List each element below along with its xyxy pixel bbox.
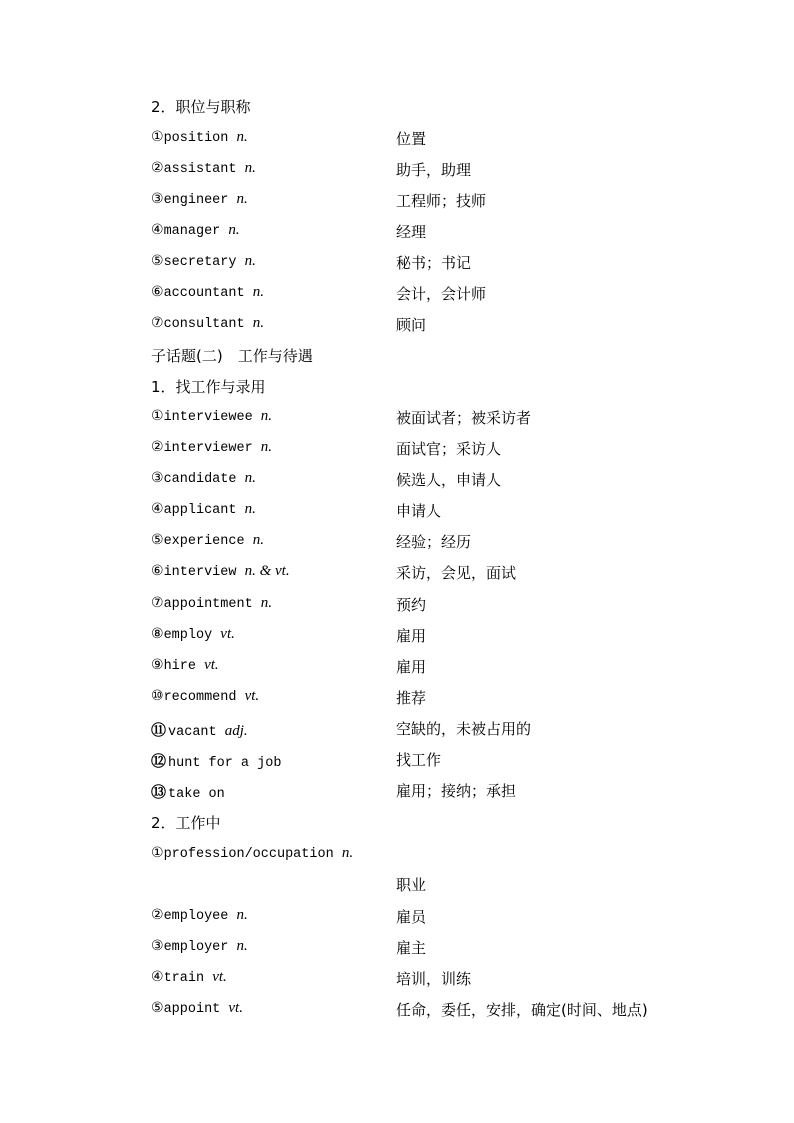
vocab-meaning: 雇用；接纳；承担: [396, 782, 517, 800]
vocab-meaning: 面试官；采访人: [396, 440, 502, 458]
vocab-meaning: 顾问: [396, 316, 427, 334]
vocab-term: ②interviewer n.: [151, 439, 273, 456]
vocab-term: ⑫ hunt for a job: [151, 752, 282, 771]
vocab-term: ④manager n.: [151, 222, 240, 239]
vocab-meaning: 采访，会见，面试: [396, 564, 517, 582]
vocab-term: ②assistant n.: [151, 160, 256, 177]
vocab-term: ①interviewee n.: [151, 408, 273, 425]
vocab-meaning: 工程师；技师: [396, 192, 487, 210]
section-heading: 2．工作中: [151, 814, 221, 832]
vocab-term: ⑩recommend vt.: [151, 688, 260, 705]
vocab-term: ⑥accountant n.: [151, 284, 264, 301]
vocab-term: ⑧employ vt.: [151, 626, 235, 643]
vocab-meaning: 任命，委任，安排，确定(时间、地点): [396, 1001, 648, 1019]
vocab-meaning: 雇主: [396, 939, 427, 957]
vocab-meaning: 经理: [396, 223, 427, 241]
vocab-term: ③engineer n.: [151, 191, 248, 208]
section-heading: 1．找工作与录用: [151, 378, 266, 396]
vocab-meaning: 位置: [396, 130, 427, 148]
vocab-meaning: 找工作: [396, 751, 442, 769]
vocab-term: ④train vt.: [151, 969, 227, 986]
vocab-term: ⑤appoint vt.: [151, 1000, 243, 1017]
vocab-term: ②employee n.: [151, 907, 248, 924]
vocab-meaning: 雇员: [396, 908, 427, 926]
subtopic-heading: 子话题(二) 工作与待遇: [151, 347, 313, 365]
vocab-meaning: 助手，助理: [396, 161, 472, 179]
vocab-meaning: 职业: [396, 876, 427, 894]
vocab-term: ①profession/occupation n.: [151, 845, 354, 862]
vocab-meaning: 秘书；书记: [396, 254, 472, 272]
vocab-meaning: 推荐: [396, 689, 427, 707]
vocab-meaning: 雇用: [396, 627, 427, 645]
vocab-term: ⑦consultant n.: [151, 315, 264, 332]
vocab-term: ③employer n.: [151, 938, 248, 955]
vocab-term: ⑥interview n. & vt.: [151, 563, 290, 580]
vocab-term: ⑪ vacant adj.: [151, 721, 248, 740]
vocab-term: ④applicant n.: [151, 501, 256, 518]
vocab-term: ⑬ take on: [151, 783, 225, 802]
vocab-meaning: 雇用: [396, 658, 427, 676]
vocab-term: ⑨hire vt.: [151, 657, 219, 674]
vocab-meaning: 培训，训练: [396, 970, 472, 988]
vocab-term: ⑦appointment n.: [151, 595, 273, 612]
vocab-term: ①position n.: [151, 129, 248, 146]
vocab-meaning: 预约: [396, 596, 427, 614]
vocab-term: ③candidate n.: [151, 470, 256, 487]
vocab-meaning: 候选人，申请人: [396, 471, 502, 489]
vocab-term: ⑤secretary n.: [151, 253, 256, 270]
vocab-meaning: 被面试者；被采访者: [396, 409, 532, 427]
vocab-meaning: 会计，会计师: [396, 285, 487, 303]
vocab-meaning: 空缺的，未被占用的: [396, 720, 532, 738]
vocab-term: ⑤experience n.: [151, 532, 264, 549]
vocab-meaning: 经验；经历: [396, 533, 472, 551]
section-heading: 2．职位与职称: [151, 98, 251, 116]
vocab-meaning: 申请人: [396, 502, 442, 520]
